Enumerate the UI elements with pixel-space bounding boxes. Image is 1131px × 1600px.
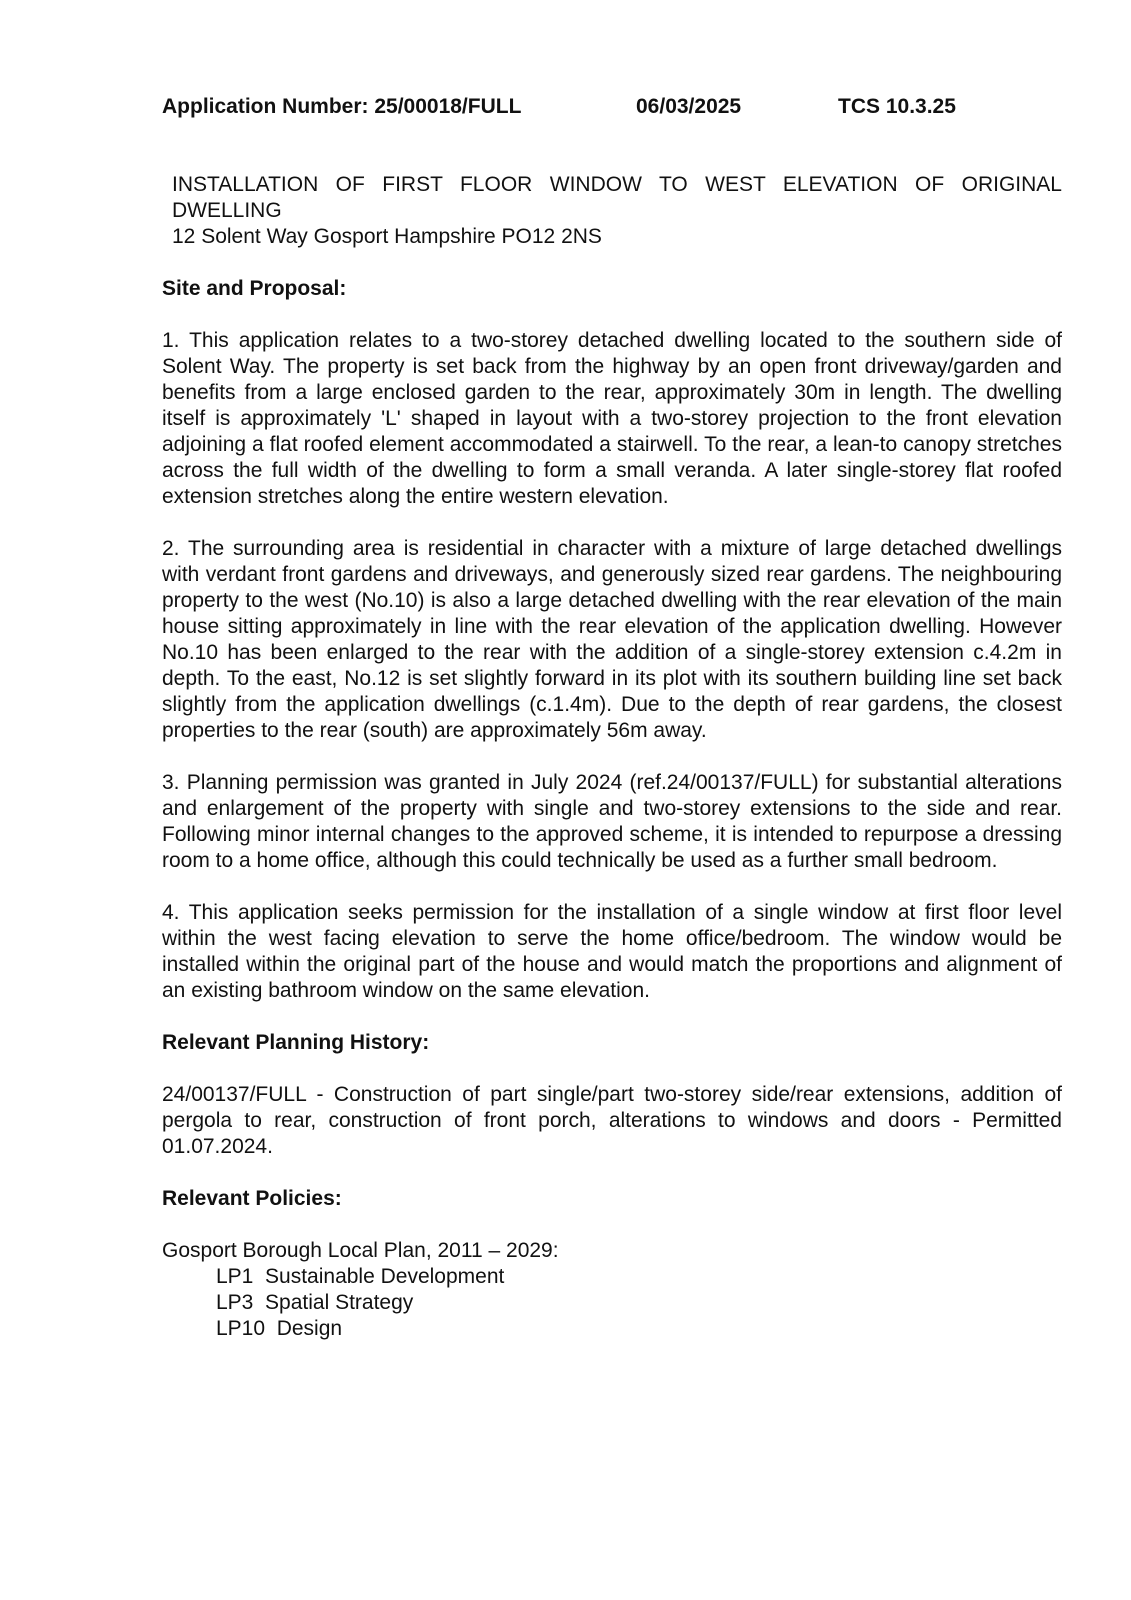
policy-item: LP3 Spatial Strategy: [216, 1291, 414, 1314]
proposal-block: [172, 172, 1062, 250]
paragraph-4: 4. This application seeks permission for the installation of a single window at first floor level within the west facing elevation to serve the home office/bedroom. The window would be installed within the original part of the house and would match the proportions and alignment of an existing bathroom window on the same elevation.: [162, 901, 1062, 1002]
site-address: 12 Solent Way Gosport Hampshire PO12 2NS: [172, 225, 602, 248]
proposal-title-line2: DWELLING: [172, 199, 282, 222]
proposal-title-line1: INSTALLATION OF FIRST FLOOR WINDOW TO WEST ELEVATION OF ORIGINAL: [172, 173, 1062, 196]
paragraph-2: 2. The surrounding area is residential in character with a mixture of large detached dwellings with verdant front gardens and driveways, and generously sized rear gardens. The neighbouring property to the west (No.10) is also a large detached dwelling with the rear elevation of the main house sitting approximately in line with the rear elevation of the application dwelling. However No.10 has been enlarged to the rear with the addition of a single-storey extension c.4.2m in depth. To the east, No.12 is set slightly forward in its plot with its southern building line set back slightly from the application dwellings (c.1.4m). Due to the depth of rear gardens, the closest properties to the rear (south) are approximately 56m away.: [162, 537, 1062, 742]
policies-heading: Relevant Policies:: [162, 1187, 342, 1210]
local-plan-title: Gosport Borough Local Plan, 2011 – 2029:: [162, 1239, 559, 1262]
application-number: Application Number: 25/00018/FULL: [162, 95, 522, 118]
planning-history-text: 24/00137/FULL - Construction of part single/part two-storey side/rear extensions, addition of pergola to rear, construction of front porch, alterations to windows and doors - Permitted 01.07.2024.: [162, 1083, 1062, 1158]
paragraph-1: 1. This application relates to a two-storey detached dwelling located to the southern side of Solent Way. The property is set back from the highway by an open front driveway/garden and benefits from a large enclosed garden to the rear, approximately 30m in length. The dwelling itself is approximately 'L' shaped in layout with a two-storey projection to the front elevation adjoining a flat roofed element accommodated a stairwell. To the rear, a lean-to canopy stretches across the full width of the dwelling to form a small veranda. A later single-storey flat roofed extension stretches along the entire western elevation.: [162, 329, 1062, 508]
planning-history-heading: Relevant Planning History:: [162, 1031, 430, 1054]
document-body: [162, 172, 1062, 1342]
site-proposal-heading: Site and Proposal:: [162, 277, 347, 300]
policy-item: LP10 Design: [216, 1317, 343, 1340]
paragraph-3: 3. Planning permission was granted in July 2024 (ref.24/00137/FULL) for substantial alterations and enlargement of the property with single and two-storey extensions to the side and rear. Following minor internal changes to the approved scheme, it is intended to repurpose a dressing room to a home office, although this could technically be used as a further small bedroom.: [162, 771, 1062, 872]
policy-item: LP1 Sustainable Development: [216, 1265, 505, 1288]
reference-code: TCS 10.3.25: [838, 95, 956, 118]
application-date: 06/03/2025: [636, 95, 742, 118]
